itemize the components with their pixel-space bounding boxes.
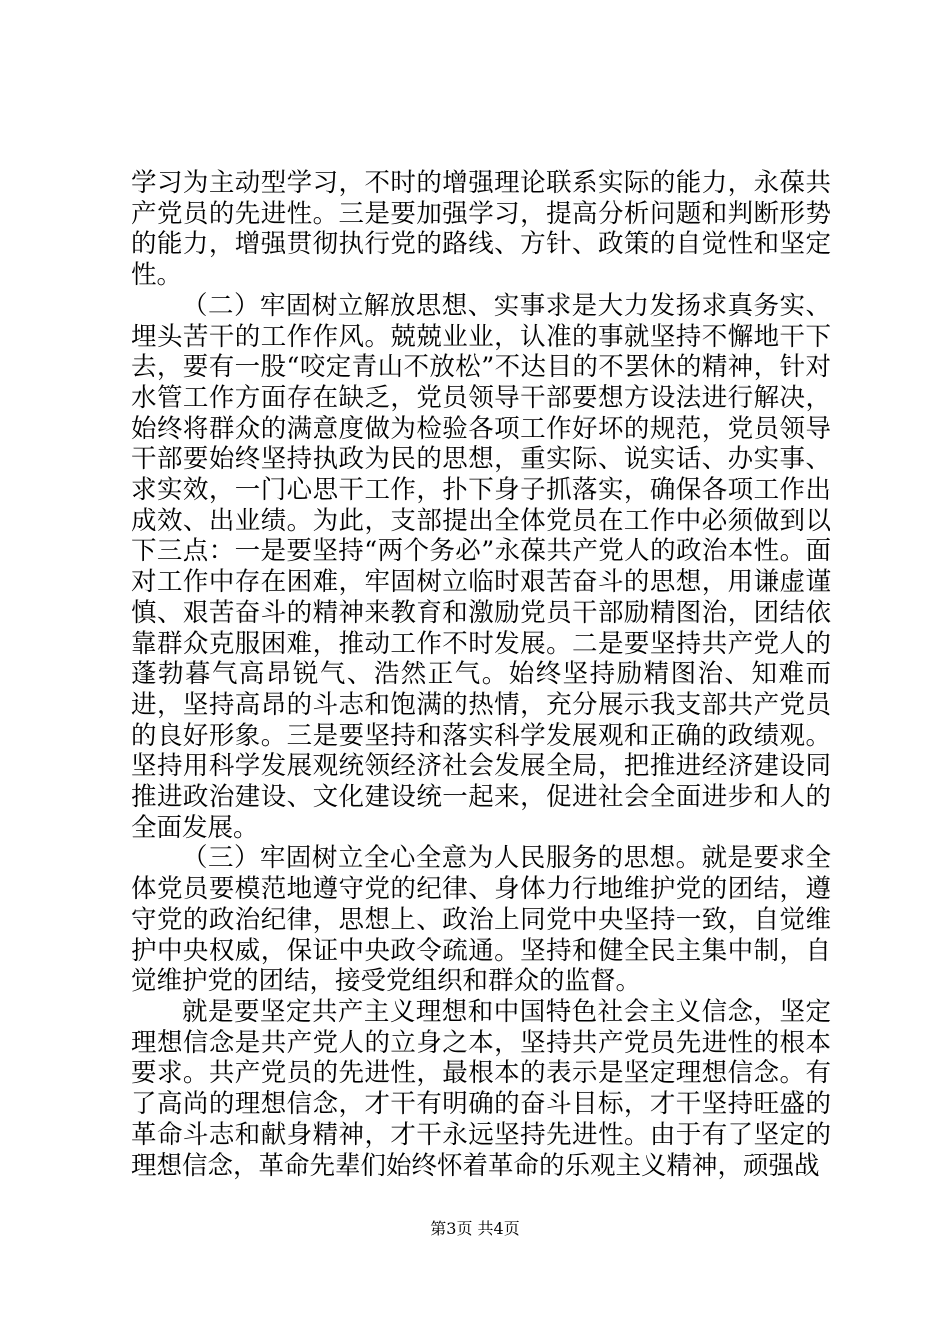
paragraph-section-3: （三）牢固树立全心全意为人民服务的思想。就是要求全体党员要模范地遵守党的纪律、身体力行地维护党的团结，遵守党的政治纪律，思想上、政治上同党中央坚持一致，自觉维护中央权威，保证中央政令疏通。坚持和健全民主集中制，自觉维护党的团结，接受党组织和群众的监督。	[131, 843, 831, 997]
paragraph-section-2: （二）牢固树立解放思想、实事求是大力发扬求真务实、埋头苦干的工作作风。兢兢业业，认准的事就坚持不懈地干下去，要有一股“咬定青山不放松”不达目的不罢休的精神，针对水管工作方面存在缺乏，党员领导干部要想方设法进行解决，始终将群众的满意度做为检验各项工作好坏的规范，党员领导干部要始终坚持执政为民的思想，重实际、说实话、办实事、求实效，一门心思干工作，扑下身子抓落实，确保各项工作出成效、出业绩。为此，支部提出全体党员在工作中必须做到以下三点：一是要坚持“两个务必”永葆共产党人的政治本性。面对工作中存在困难，牢固树立临时艰苦奋斗的思想，用谦虚谨慎、艰苦奋斗的精神来教育和激励党员干部励精图治，团结依靠群众克服困难，推动工作不时发展。二是要坚持共产党人的蓬勃暮气高昂锐气、浩然正气。始终坚持励精图治、知难而进，坚持高昂的斗志和饱满的热情，充分展示我支部共产党员的良好形象。三是要坚持和落实科学发展观和正确的政绩观。坚持用科学发展观统领经济社会发展全局，把推进经济建设同推进政治建设、文化建设统一起来，促进社会全面进步和人的全面发展。	[131, 290, 831, 843]
paragraph-continuation: 学习为主动型学习，不时的增强理论联系实际的能力，永葆共产党员的先进性。三是要加强学习，提高分析问题和判断形势的能力，增强贯彻执行党的路线、方针、政策的自觉性和坚定性。	[131, 168, 831, 291]
page-number-footer: 第3页 共4页	[430, 1219, 520, 1238]
document-body	[131, 168, 831, 1181]
paragraph-ideals: 就是要坚定共产主义理想和中国特色社会主义信念，坚定理想信念是共产党人的立身之本，坚持共产党员先进性的根本要求。共产党员的先进性，最根本的表示是坚定理想信念。有了高尚的理想信念，才干有明确的奋斗目标，才干坚持旺盛的革命斗志和献身精神，才干永远坚持先进性。由于有了坚定的理想信念，革命先辈们始终怀着革命的乐观主义精神，顽强战	[131, 996, 831, 1181]
